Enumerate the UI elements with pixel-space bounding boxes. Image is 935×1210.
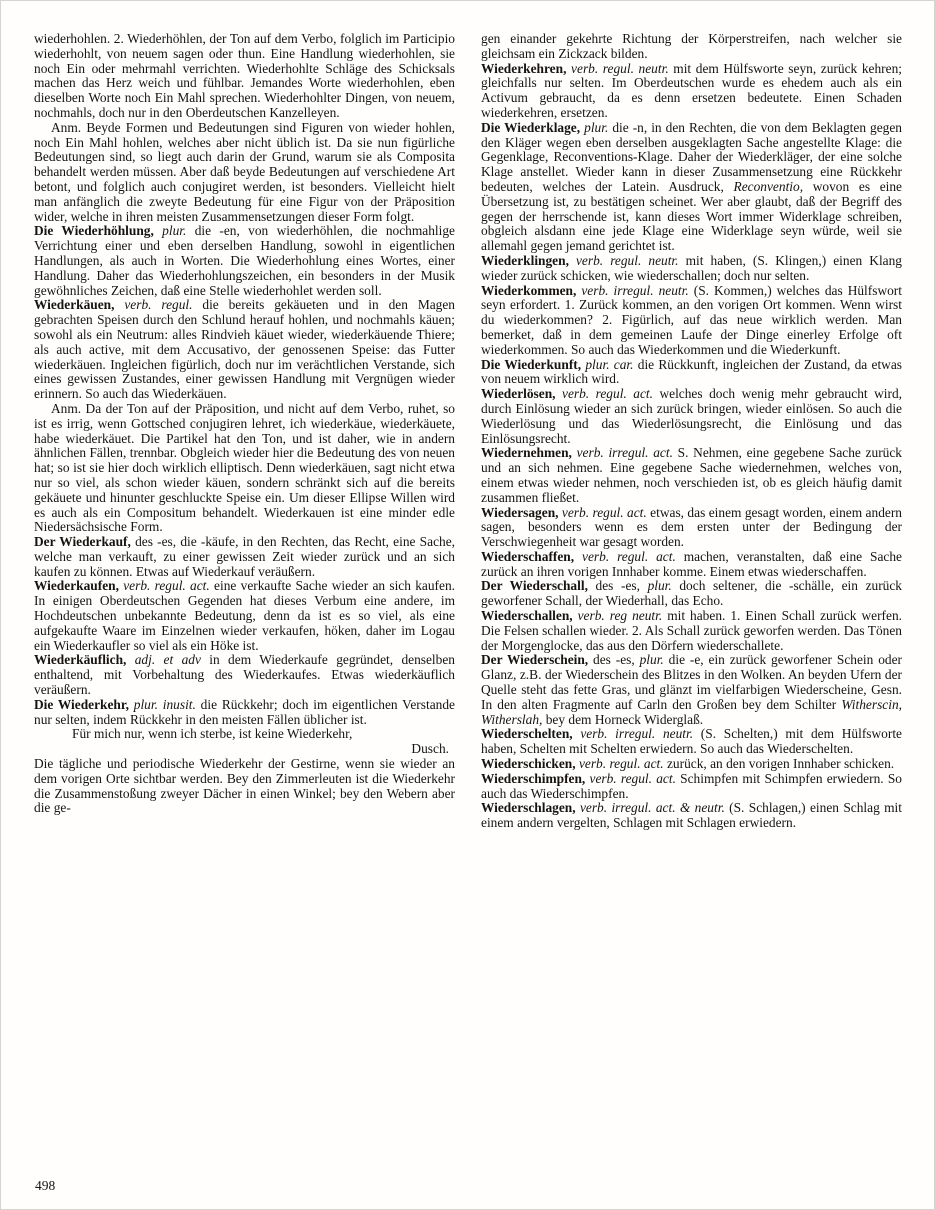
dictionary-entry (481, 254, 902, 284)
headword: Die Wiederkehr, (34, 696, 129, 712)
body-text: die Rückkunft, ingleichen der Zustand, da etwas von neuem wirklich wird. (481, 356, 902, 387)
grammar-label: verb. irregul. act. & neutr. (575, 800, 725, 816)
dictionary-entry (34, 224, 455, 298)
body-text: Für mich nur, wenn ich sterbe, ist keine Wiederkehr, (72, 726, 353, 742)
body-text: mit dem Hülfsworte seyn, zurück kehren; gleichfalls nur selten. Im Oberdeutschen wurde es ehedem auch als ein Activum gebraucht, da es denn ersetzen bedeutete. Einen Schaden wiederkehren, ersetzen. (481, 60, 902, 120)
body-text: welches doch wenig mehr gebraucht wird, durch Einlösung wieder an sich zurück bringen, wieder einlösen. So auch die Wiederlösung und das Wiederlösungsrecht, die Einlösung und das Einlösungsrecht. (481, 386, 902, 446)
headword: Wiederschallen, (481, 608, 573, 624)
headword: Die Wiederkunft, (481, 356, 582, 372)
paragraph (34, 32, 455, 121)
headword: Wiederschelten, (481, 726, 573, 742)
body-text: die -e, ein zurück geworfener Schein oder Glanz, z.B. der Wiederschein des Blitzes in den Wolken. An beyden Ufern der Quelle steht das fette Gras, und glänzt im vielfarbigen Wiederscheine, Gesn. In den alten Fragmente auf Carln den Großen bey dem Schilter (481, 652, 902, 712)
paragraph (34, 121, 455, 225)
dictionary-entry (481, 446, 902, 505)
body-text: mit haben, (S. Klingen,) einen Klang wieder zurück schicken, wie wiederschallen; doch nur selten. (481, 252, 903, 283)
headword: Der Wiederschall, (481, 578, 588, 594)
dictionary-entry (481, 121, 902, 254)
headword: Wiederlösen, (481, 386, 556, 402)
dictionary-entry (481, 772, 902, 802)
column-left (34, 32, 455, 831)
dictionary-entry (481, 62, 902, 121)
headword: Wiederkäuflich, (34, 652, 127, 668)
dictionary-entry (481, 550, 902, 580)
headword: Wiedernehmen, (481, 445, 572, 461)
body-text: die bereits gekäueten und in den Magen gebrachten Speisen durch den Schlund herauf hohlen, und nochmahls käuen; sowohl als ein Neutrum: alles Rindvieh käuet wieder, wiederkäuende Thiere; als auch active, mit dem Accusativo, der genossenen Speise: das Futter wiederkäuen. Ingleichen figürlich, doch nur im verächtlichen Verstande, sich eines gewissen Zustandes, einer gewissen Handlung mit Vergnügen wieder erinnern. So auch das Wiederkäuen. (34, 297, 455, 402)
headword: Wiederschicken, (481, 756, 576, 772)
grammar-label: verb. regul. act. (555, 386, 653, 402)
body-text: wovon es eine Übersetzung ist, zu bestätigen scheinet. Wer aber glaubt, daß der Begriff des gegen der herrschende ist, kann dieses Wort immer Widerklage schreiben, obgleich alsdann eine jede Klage eine Widerklage seyn würde, weil sie allemahl gegen jemand gerichtet ist. (481, 178, 903, 254)
dictionary-entry (34, 535, 455, 579)
paragraph (34, 402, 455, 535)
dictionary-entry (34, 653, 455, 697)
headword: Die Wiederklage, (481, 119, 581, 135)
body-text: zurück, an den vorigen Innhaber schicken. (663, 756, 895, 772)
headword: Wiederkaufen, (34, 578, 119, 594)
body-text: Anm. Beyde Formen und Bedeutungen sind Figuren von wieder hohlen, noch Ein Mahl hohlen, welches aber nicht üblich ist. Da sie nun figürliche Bedeutungen sind, so liegt auch darin der Grund, warum sie als Composita behandelt werden müssen. Aber daß beyde Bedeutungen auf verschiedene Art betont, und folglich auch conjugiret werden, ist besonders. Vielleicht hielt man anfänglich die zweyte Bedeutung für eine Figur von der Präposition wider, welche in ihren meisten Zusammensetzungen dieser Form folgt. (34, 119, 455, 224)
grammar-label: plur. (647, 578, 672, 594)
body-text: Dusch. (411, 741, 449, 757)
grammar-label: verb. irregul. neutr. (572, 726, 694, 742)
body-text: etwas, das einem gesagt worden, einem andern sagen, besonders wenn es dem ersten unter der Bedingung der Verschwiegenheit war gesagt worden. (481, 504, 902, 550)
headword: Wiederklingen, (481, 252, 569, 268)
body-text: Die tägliche und periodische Wiederkehr der Gestirne, wenn sie wieder an dem vorigen Orte sichtbar werden. Bey den Zimmerleuten ist die Wiederkehr die Zusammenstoßung zweyer Dächer in einen Winkel; bey den Webern aber die ge- (34, 756, 455, 816)
headword: Wiederkäuen, (34, 297, 115, 313)
grammar-label: plur. car. (581, 356, 634, 372)
grammar-label: verb. regul. act. (558, 504, 647, 520)
headword: Wiederschlagen, (481, 800, 576, 816)
headword: Wiederschimpfen, (481, 770, 586, 786)
body-text: die -n, in den Rechten, die von dem Beklagten gegen den Kläger wegen eben derselben ausgeklagten Sache angestellte Klage: die Gegenklage, Reconventions-Klage. Daher der Wiederkläger, der eine solche Klage anstellet. Wieder kann in dieser Zusammensetzung eine Rückkehr bedeuten, welches der Latein. Ausdruck, (481, 119, 902, 194)
dictionary-entry (481, 284, 902, 358)
grammar-label: verb. regul. act. (118, 578, 210, 594)
body-text: Schimpfen mit Schimpfen erwiedern. So auch das Wiederschimpfen. (481, 770, 902, 801)
body-text: (S. Schelten,) mit dem Hülfsworte haben, Schelten mit Schelten erwiedern. So auch das Wiederschelten. (481, 726, 902, 757)
headword: Die Wiederhöhlung, (34, 223, 154, 239)
paragraph (34, 757, 455, 816)
dictionary-entry (481, 609, 902, 653)
paragraph (481, 32, 902, 62)
text-columns (34, 32, 902, 831)
grammar-label: verb. regul. act. (574, 548, 676, 564)
grammar-label: plur. (153, 223, 187, 239)
grammar-label: Witherscin, Witherslah, (481, 696, 902, 727)
dictionary-entry (481, 387, 902, 446)
dictionary-entry (481, 358, 902, 388)
body-text: eine verkaufte Sache wieder an sich kaufen. In einigen Oberdeutschen Gegenden hat dieses Verbum eine andere, im Hochdeutschen unbekannte Bedeutung, denn da ist es so viel, als eine aufgekaufte Waare im Einzelnen wieder verkaufen, höken, daher im Logau ein Wiederkaufler so viel als ein Höke ist. (34, 578, 456, 653)
dictionary-entry (481, 506, 902, 550)
grammar-label: verb. irregul. neutr. (576, 282, 689, 298)
body-text: die -en, von wiederhöhlen, die nochmahlige Verrichtung einer und eben derselben Handlung, sowohl in eigentlichen Handlungen, als auch in Worten. Die Wiederhohlung eines Wortes, einer Handlung. Daher das Wiederhohlungszeichen, ein besonders in der Musik gewöhnliches Zeichen, daß eine Stelle wiederhohlet werden soll. (34, 223, 455, 298)
headword: Wiederschaffen, (481, 548, 575, 564)
body-text: S. Nehmen, eine gegebene Sache zurück und an sich nehmen. Eine gegebene Sache wiedernehmen, welches von, einem etwas wieder nehmen, noch verschieden ist, ob es gleich häufig damit zusammen fließet. (481, 445, 902, 505)
grammar-label: adj. et adv (126, 652, 201, 668)
body-text: des -es, (588, 652, 640, 668)
grammar-label: plur. inusit. (128, 696, 196, 712)
grammar-label: verb. regul. act. (575, 756, 664, 772)
dictionary-entry (34, 579, 455, 653)
grammar-label: plur. (580, 119, 609, 135)
dictionary-entry (34, 298, 455, 402)
headword: Der Wiederkauf, (34, 534, 131, 550)
body-text: (S. Kommen,) welches das Hülfswort seyn erfordert. 1. Zurück kommen, an den vorigen Ort kommen. Wenn wirst du wiederkommen? 2. Figürlich, auf das neue wirklich werden. Man bemerket, daß in dem gemeinen Laufe der Dinge einerley Erfolge oft wiederkommen. So auch das Wiederkommen und die Wiederkunft. (481, 282, 902, 357)
grammar-label: plur. (639, 652, 664, 668)
grammar-label: verb. reg neutr. (572, 608, 663, 624)
body-text: mit haben. 1. Einen Schall zurück werfen. Die Felsen schallen wieder. 2. Als Schall zurück geworfen werden. Das Tönen der Morgenglocke, das aus den Dörfern wiederschallete. (481, 608, 902, 653)
grammar-label: verb. irregul. act. (571, 445, 673, 461)
body-text: Anm. Da der Ton auf der Präposition, und nicht auf dem Verbo, ruhet, so ist es irrig, wenn Gottsched conjugiren lehret, ich wiederkäue, wiederkäuete, habe wiederkäuet. Die Partikel hat den Ton, und ist daher, wie in andern ähnlichen Fällen, trennbar. Obgleich wieder hier die Bedeutung des von neuen hat; so ist sie hier doch wirklich elliptisch. Denn wiederkäuen, sagt nicht etwa nur so viel, als schon wieder käuen, sondern schränkt sich auf die bereits gekäuete und hinunter geschluckte Speise ein. Um dieser Ellipse Willen wird es auch als ein Compositum behandelt. Wiederkauen ist eine minder edle Niedersächsische Form. (34, 400, 455, 535)
grammar-label: Reconventio, (733, 178, 804, 194)
grammar-label: verb. regul. act. (585, 770, 676, 786)
body-text: gen einander gekehrte Richtung der Körperstreifen, nach welcher sie gleichsam ein Zickzack bilden. (481, 31, 902, 61)
verse-attribution (34, 742, 455, 757)
body-text: (S. Schlagen,) einen Schlag mit einem andern vergelten, Schlagen mit Schlagen erwiedern. (481, 800, 902, 831)
verse-line (34, 727, 455, 742)
body-text: bey dem Horneck Widerglaß. (542, 711, 704, 727)
dictionary-entry (481, 801, 902, 831)
grammar-label: verb. regul. (114, 297, 193, 313)
headword: Wiederkommen, (481, 282, 577, 298)
body-text: machen, veranstalten, daß eine Sache zurück an ihren vorigen Innhaber komme. Einem etwas wiederschaffen. (481, 548, 902, 579)
headword: Der Wiederschein, (481, 652, 589, 668)
dictionary-entry (34, 698, 455, 728)
dictionary-entry (481, 727, 902, 757)
page-number: 498 (35, 1178, 56, 1193)
body-text: wiederhohlen. 2. Wiederhöhlen, der Ton auf dem Verbo, folglich im Participio wiederhohlt, von neuem sagen oder thun. Eine Handlung wiederhohlen, sie noch Ein oder mehrmahl verrichten. Wiederhohlte Schläge des Schicksals machen das Herz weich und fühlbar. Jemandes Worte wiederhohlen, eben dieselben Worte noch Ein Mahl sprechen. Wiederhohlter Dingen, von neuem, nochmahls, doch nur in den Oberdeutschen Kanzelleyen. (34, 31, 455, 120)
body-text: des -es, (587, 578, 648, 594)
dictionary-entry (481, 757, 902, 772)
grammar-label: verb. regul. neutr. (568, 252, 679, 268)
headword: Wiedersagen, (481, 504, 559, 520)
column-right (481, 32, 902, 831)
body-text: des -es, die -käufe, in den Rechten, das Recht, eine Sache, welche man verkauft, zu einer gewissen Zeit wieder zurück und an sich kaufen zu können. Etwas auf Wiederkauf veräußern. (34, 534, 456, 579)
headword: Wiederkehren, (481, 60, 567, 76)
grammar-label: verb. regul. neutr. (566, 60, 669, 76)
dictionary-entry (481, 653, 902, 727)
body-text: in dem Wiederkaufe gegründet, denselben enthaltend, mit Vorbehaltung des Wiederkaufes. Etwas wiederkäuflich veräußern. (34, 652, 455, 698)
body-text: doch seltener, die -schälle, ein zurück geworfener Schall, der Wiederhall, das Echo. (481, 578, 903, 609)
body-text: die Rückkehr; doch im eigentlichen Verstande nur selten, indem Rückkehr in den meisten Fällen üblicher ist. (34, 696, 455, 727)
dictionary-entry (481, 579, 902, 609)
